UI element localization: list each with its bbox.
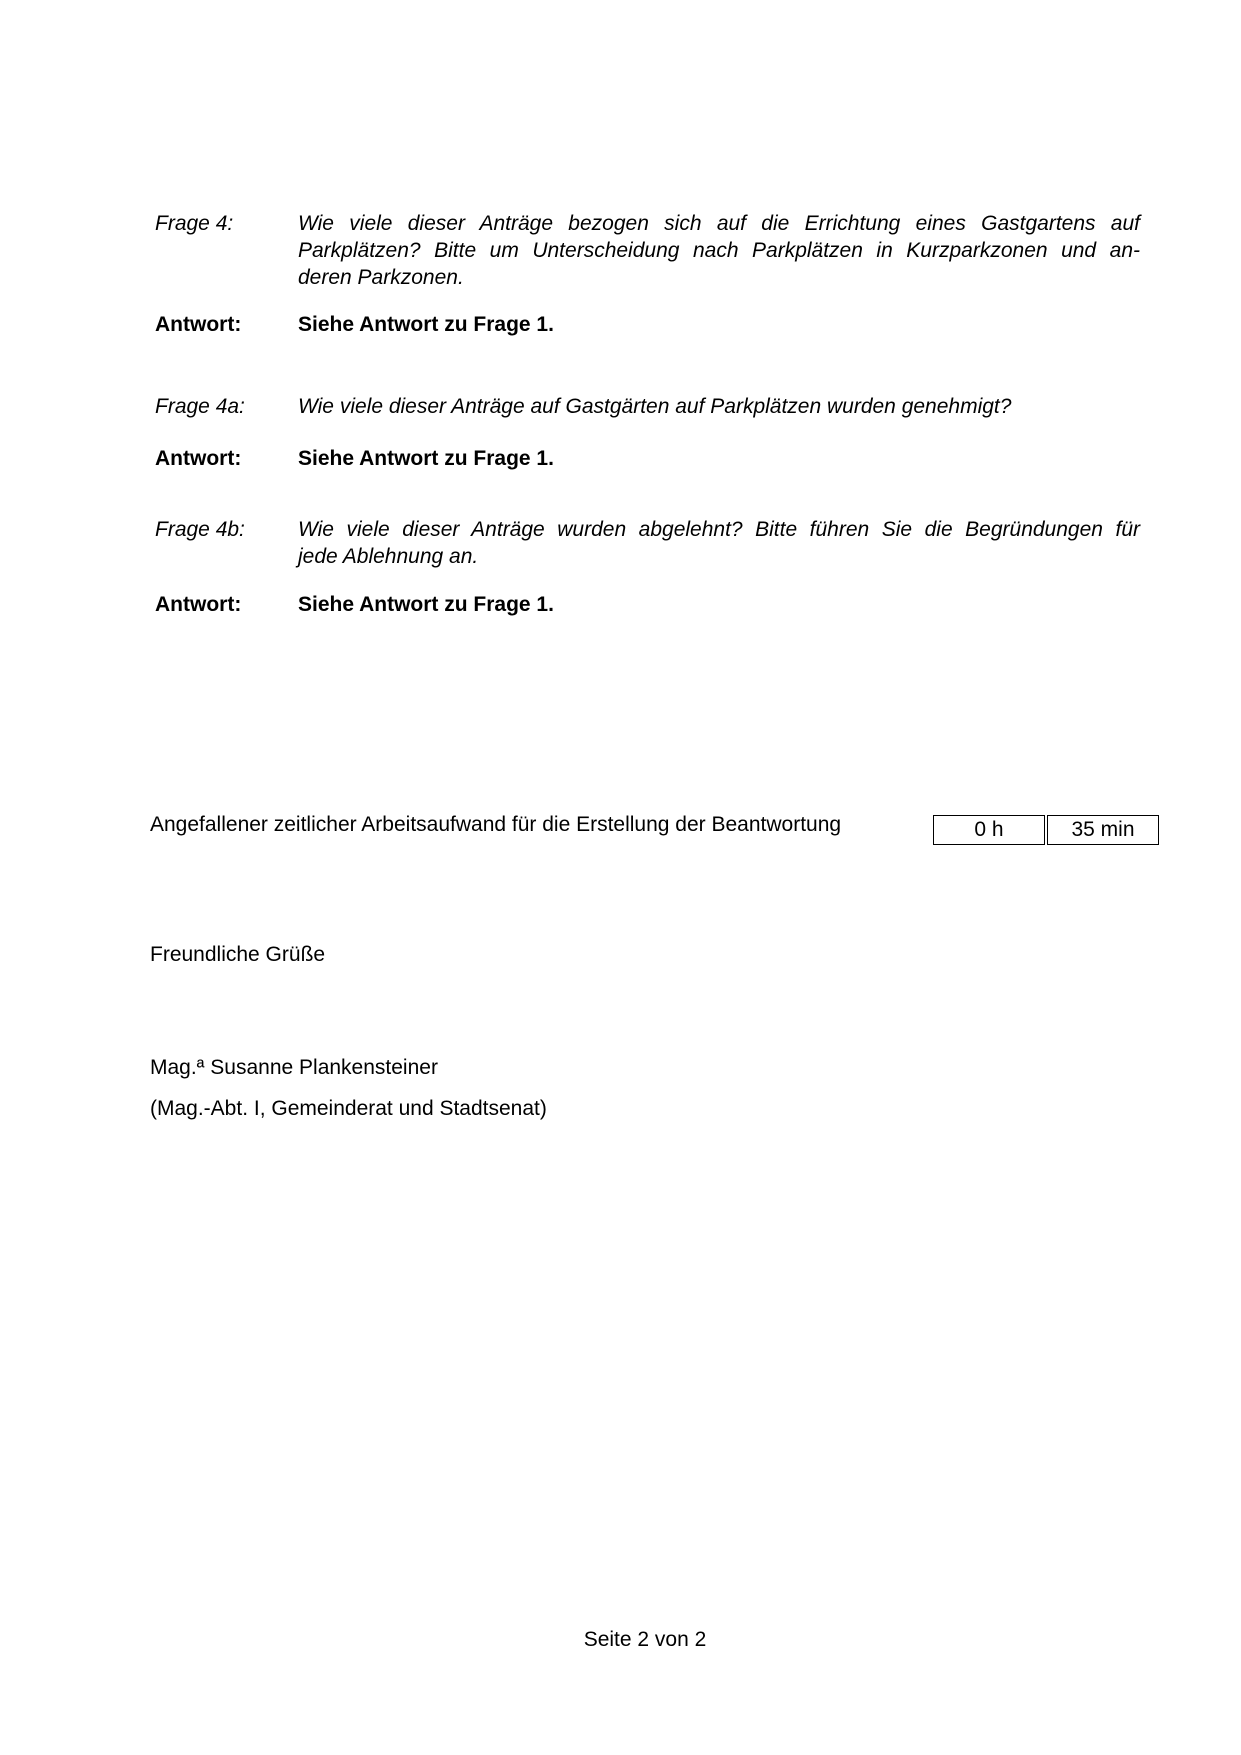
question-label-frage-4b: Frage 4b: [155,518,245,541]
answer-label-frage-4b: Antwort: [155,593,242,616]
effort-label: Angefallener zeitlicher Arbeitsaufwand für die Erstellung der Beantwortung [150,813,842,836]
question-text-frage-4b [298,516,1140,570]
question-text-frage-4 [298,210,1140,291]
question-line: Parkplätzen? Bitte um Unterscheidung nach Parkplätzen in Kurzparkzonen und an- [298,239,1140,262]
question-line: Wie viele dieser Anträge wurden abgelehnt? Bitte führen Sie die Begründungen für [298,518,1140,541]
question-line: deren Parkzonen. [298,266,464,289]
answer-text-frage-4: Siehe Antwort zu Frage 1. [298,313,554,336]
effort-minutes-box: 35 min [1047,815,1159,845]
signer-department: (Mag.-Abt. I, Gemeinderat und Stadtsenat) [150,1097,547,1120]
answer-label-frage-4: Antwort: [155,313,242,336]
question-label-frage-4a: Frage 4a: [155,395,245,418]
answer-text-frage-4b: Siehe Antwort zu Frage 1. [298,593,554,616]
closing-greeting: Freundliche Grüße [150,943,326,966]
page-number-indicator: Seite 2 von 2 [583,1628,707,1651]
answer-text-frage-4a: Siehe Antwort zu Frage 1. [298,447,554,470]
question-text-frage-4a [298,393,1140,420]
answer-label-frage-4a: Antwort: [155,447,242,470]
question-line: jede Ablehnung an. [298,545,479,568]
question-line: Wie viele dieser Anträge auf Gastgärten auf Parkplätzen wurden genehmigt? [298,395,1012,418]
question-line: Wie viele dieser Anträge bezogen sich auf die Errichtung eines Gastgartens auf [298,212,1140,235]
signer-name: Mag.ª Susanne Plankensteiner [150,1056,438,1079]
effort-hours-box: 0 h [933,815,1045,845]
question-label-frage-4: Frage 4: [155,212,234,235]
